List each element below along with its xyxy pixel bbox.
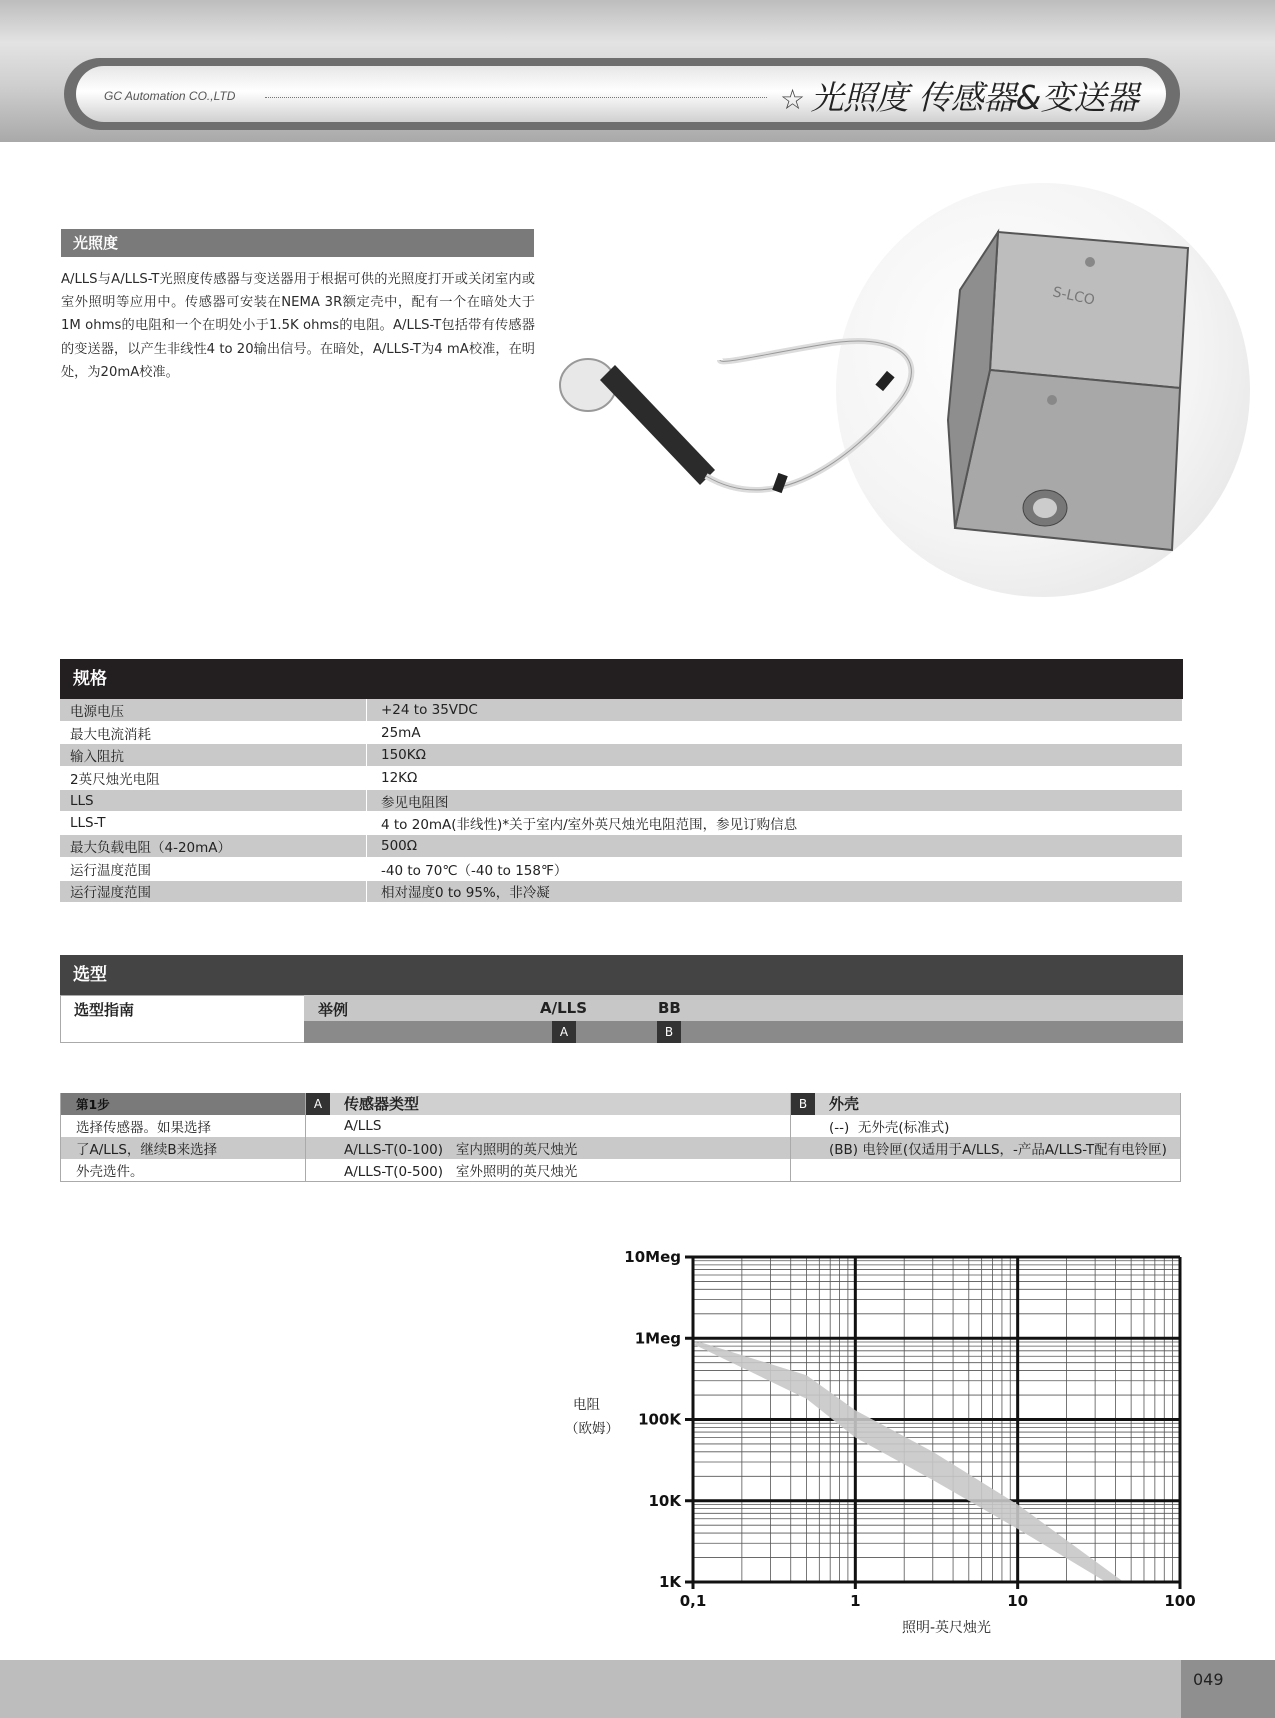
spec-value: +24 to 35VDC	[367, 699, 1183, 721]
spec-value: 12KΩ	[367, 767, 1183, 790]
step-instruction: 选择传感器。如果选择	[61, 1115, 306, 1137]
spec-value: 参见电阻图	[367, 789, 1183, 812]
x-tick-label: 100	[1164, 1592, 1196, 1610]
sensor-type-option: A/LLS-T(0-100) 室内照明的英尺烛光	[306, 1137, 791, 1159]
spec-label: LLS	[60, 789, 367, 812]
page-title-text: 光照度 传感器&变送器	[810, 78, 1139, 117]
footer-band	[0, 1660, 1275, 1718]
sensor-letter: A	[306, 1093, 330, 1115]
spec-label: 运行湿度范围	[60, 880, 367, 903]
y-tick-label: 10Meg	[624, 1248, 681, 1266]
spec-table-title: 规格	[60, 659, 1183, 699]
spec-value: -40 to 70℃（-40 to 158℉）	[367, 857, 1183, 880]
spec-label: 输入阻抗	[60, 744, 367, 767]
y-tick-label: 100K	[638, 1410, 681, 1429]
chart-ylabel-line2: （欧姆）	[565, 1421, 619, 1437]
step-label: 第1步	[61, 1093, 306, 1115]
sensor-type-option: A/LLS-T(0-500) 室外照明的英尺烛光	[306, 1159, 791, 1182]
chart-xlabel: 照明-英尺烛光	[901, 1620, 992, 1636]
y-tick-label: 1Meg	[634, 1329, 681, 1348]
x-tick-label: 10	[1007, 1592, 1029, 1610]
spec-value: 500Ω	[367, 835, 1183, 858]
spec-value: 相对湿度0 to 95%，非冷凝	[367, 880, 1183, 903]
x-tick-label: 1	[850, 1592, 861, 1610]
selection-example-option: BB	[658, 999, 681, 1017]
selection-guide-label: 选型指南	[74, 1001, 135, 1019]
selection-title: 选型	[60, 955, 1183, 995]
spec-value: 4 to 20mA(非线性)*关于室内/室外英尺烛光电阻范围，参见订购信息	[367, 812, 1183, 835]
selection-letter-a: A	[552, 1021, 576, 1043]
intro-section-title: 光照度	[61, 229, 534, 257]
company-name: GC Automation CO.,LTD	[104, 89, 236, 103]
svg-text:S-LCO: S-LCO	[1051, 284, 1097, 309]
selection-letter-b: B	[657, 1021, 681, 1043]
spec-label: 运行温度范围	[60, 857, 367, 880]
sensor-type-title: 传感器类型	[344, 1095, 420, 1113]
intro-text: A/LLS与A/LLS-T光照度传感器与变送器用于根据可供的光照度打开或关闭室内或室外照明等应用中。传感器可安装在NEMA 3R额定壳中，配有一个在暗处大于1M ohms的电阻和一个在明处小于1.5K ohms的电阻。A/LLS-T包括带有传感器的变送器，以产生非线性4 to 20输出信号。在暗处，A/LLS-T为4 mA校准，在明处，为20mA校准。	[61, 272, 535, 380]
selection-example-label: 举例	[318, 1001, 349, 1019]
page-number: 049	[1181, 1660, 1275, 1718]
housing-letter: B	[791, 1093, 815, 1115]
chart-ylabel-line1: 电阻	[573, 1397, 600, 1413]
housing-title: 外壳	[829, 1095, 860, 1113]
selection-example-model: A/LLS	[540, 999, 588, 1017]
spec-label: 2英尺烛光电阻	[60, 767, 367, 790]
star-icon: ☆	[780, 83, 805, 116]
x-tick-label: 0,1	[679, 1592, 707, 1610]
step-instruction: 了A/LLS，继续B来选择	[61, 1137, 306, 1159]
spec-value: 150KΩ	[367, 744, 1183, 767]
spec-label: 电源电压	[60, 699, 367, 721]
housing-option: (--) 无外壳(标准式)	[791, 1115, 1181, 1137]
step-instruction: 外壳选件。	[61, 1159, 306, 1182]
spec-label: 最大电流消耗	[60, 721, 367, 744]
spec-label: LLS-T	[60, 812, 367, 835]
spec-value: 25mA	[367, 721, 1183, 744]
spec-label: 最大负载电阻（4-20mA）	[60, 835, 367, 858]
sensor-type-option: A/LLS	[306, 1115, 791, 1137]
housing-option: (BB) 电铃匣(仅适用于A/LLS，-产品A/LLS-T配有电铃匣)	[791, 1137, 1181, 1159]
y-tick-label: 1K	[658, 1573, 681, 1591]
y-tick-label: 10K	[648, 1491, 681, 1510]
